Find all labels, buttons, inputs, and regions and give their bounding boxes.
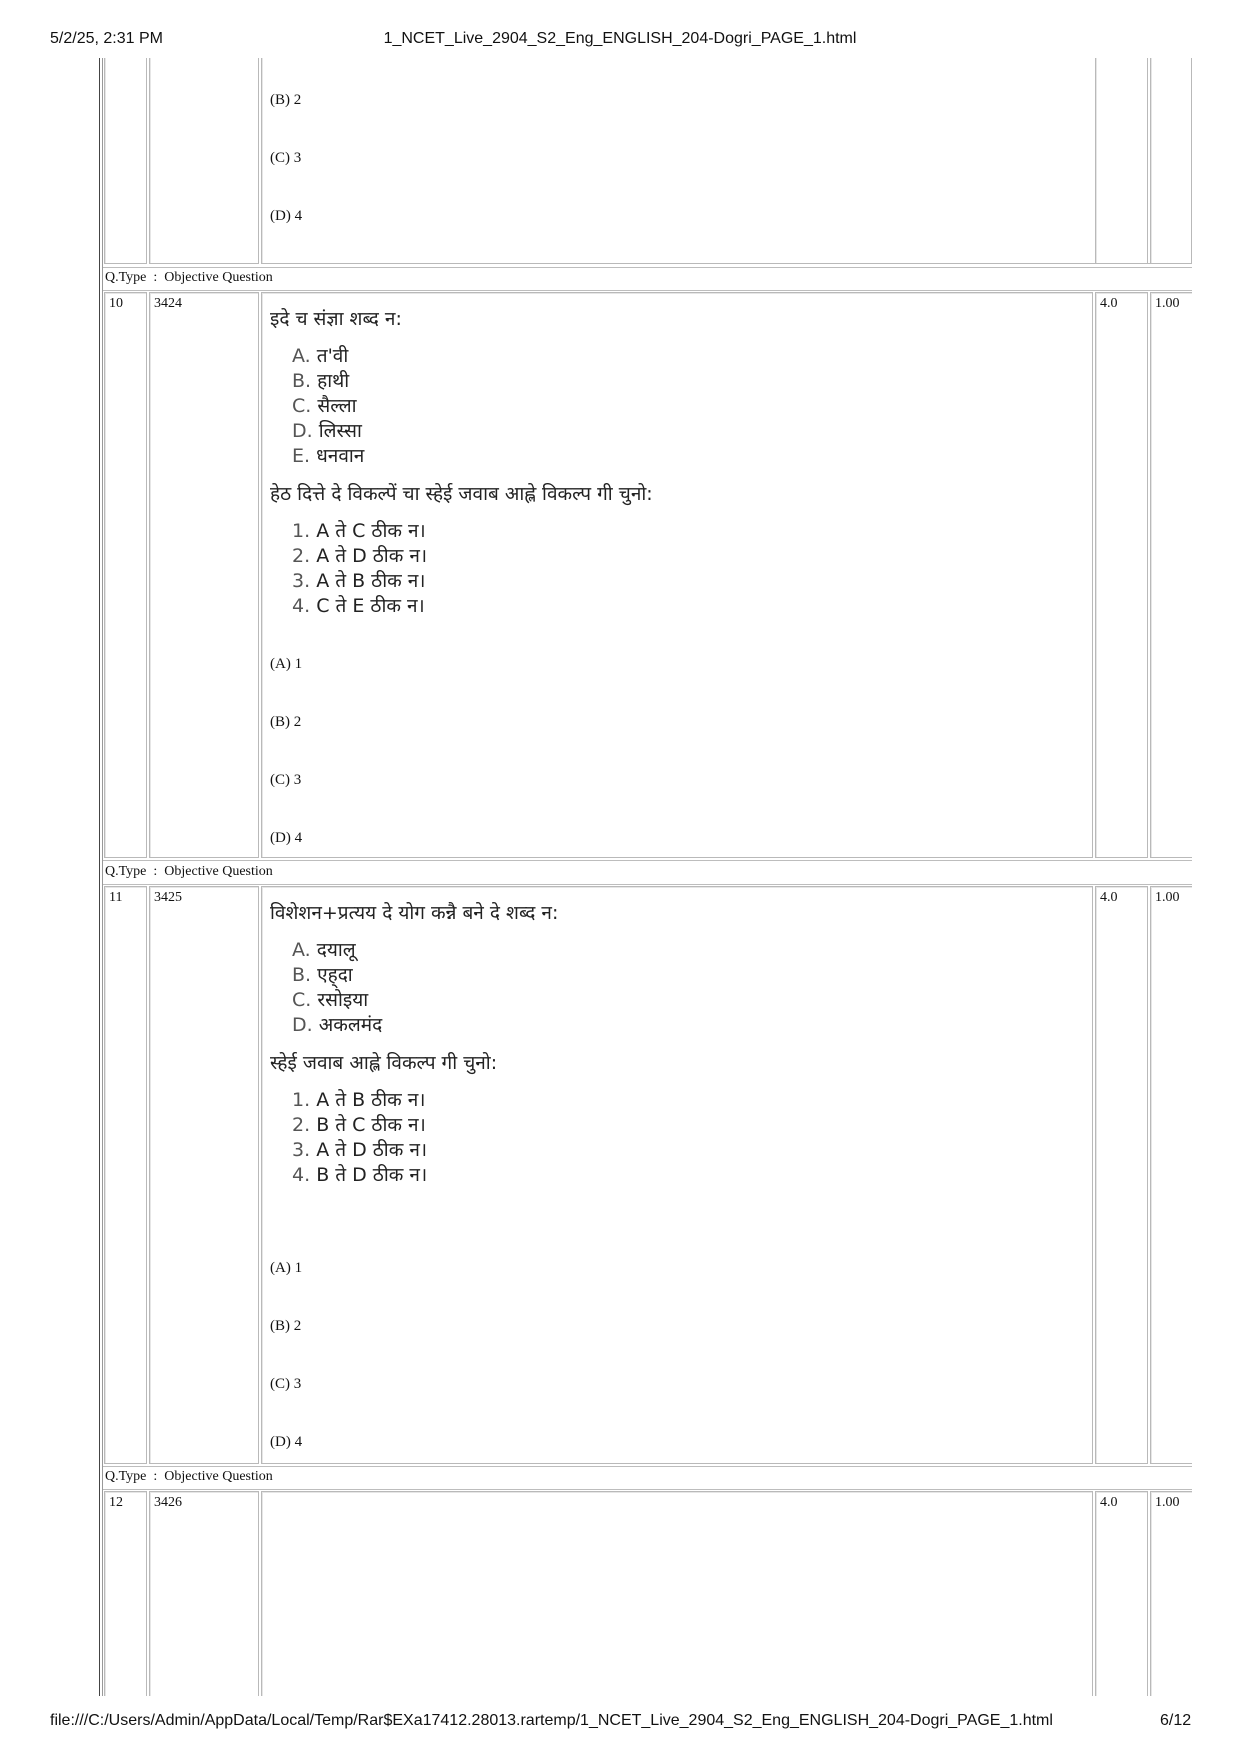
q9-option-c: (C) 3: [270, 150, 302, 166]
q11-serial: 11: [109, 890, 123, 905]
choice-text: A ते B ठीक न।: [316, 570, 426, 592]
q10-item-e: [292, 444, 1192, 469]
q12-id-cell: [149, 1491, 259, 1696]
q11-prompt: स्हेई जवाब आह्ले विकल्प गी चुनो:: [270, 1052, 498, 1074]
item-key: E.: [292, 445, 311, 467]
item-text: दयालू: [316, 939, 356, 961]
qtype-divider-top: [103, 1466, 1192, 1467]
q10-item-b: [292, 369, 1192, 394]
item-key: D.: [292, 1014, 313, 1036]
q10-option-c: (C) 3: [270, 772, 302, 788]
q11-marks: 4.0: [1100, 890, 1118, 905]
q12-marks-cell: [1095, 1491, 1148, 1696]
q10-choice-4: [292, 594, 1192, 619]
q11-choice-list: [292, 1088, 1192, 1188]
item-text: सैल्ला: [317, 395, 357, 417]
q12-serial-cell: [104, 1491, 147, 1696]
choice-key: 2.: [292, 545, 311, 567]
item-text: रसोइया: [317, 989, 369, 1011]
q10-option-b: (B) 2: [270, 714, 302, 730]
q10-choice-1: [292, 519, 1192, 544]
q11-choice-1: [292, 1088, 1192, 1113]
q9-option-d: (D) 4: [270, 208, 303, 224]
q12-qid: 3426: [154, 1495, 182, 1510]
print-doc-title: 1_NCET_Live_2904_S2_Eng_ENGLISH_204-Dogri_PAGE_1.html: [383, 30, 857, 47]
item-key: B.: [292, 370, 312, 392]
item-key: D.: [292, 420, 313, 442]
q12-serial: 12: [109, 1495, 123, 1510]
q11-item-a: [292, 938, 1192, 963]
item-text: हाथी: [317, 370, 350, 392]
q12-negative-cell: [1150, 1491, 1192, 1696]
print-file-path: file:///C:/Users/Admin/AppData/Local/Temp/Rar$EXa17412.28013.rartemp/1_NCET_Live_2904_S2_Eng_ENGLISH_204-Dogri_PAGE_1.html: [50, 1712, 1053, 1729]
choice-text: A ते D ठीक न।: [316, 545, 428, 567]
q11-choice-4: [292, 1163, 1192, 1188]
q10-option-a: (A) 1: [270, 656, 303, 672]
q9-content-cell: [261, 58, 1192, 264]
q12-content-cell: [261, 1491, 1093, 1696]
q10-marks: 4.0: [1100, 296, 1118, 311]
q11-choice-3: [292, 1138, 1192, 1163]
qtype-divider-bottom: [103, 1489, 1192, 1490]
choice-key: 4.: [292, 1164, 311, 1186]
q10-choice-list: [292, 519, 1192, 619]
q10-item-list: [292, 344, 1192, 469]
question-sheet: [99, 58, 1192, 1696]
q10-negative-marks: 1.00: [1155, 296, 1180, 311]
q11-item-d: [292, 1013, 1192, 1038]
choice-key: 3.: [292, 570, 311, 592]
item-text: लिस्सा: [318, 420, 362, 442]
choice-text: A ते B ठीक न।: [316, 1089, 426, 1111]
q11-item-list: [292, 938, 1192, 1038]
q10-stem: इदे च संज्ञा शब्द न:: [270, 308, 402, 330]
q10-id-cell: [149, 292, 259, 858]
q11-serial-cell: [104, 886, 147, 1464]
q11-option-c: (C) 3: [270, 1376, 302, 1392]
choice-key: 1.: [292, 1089, 311, 1111]
q10-item-c: [292, 394, 1192, 419]
q9-option-b: (B) 2: [270, 92, 302, 108]
q10-choice-3: [292, 569, 1192, 594]
q9-serial-cell: [104, 58, 147, 264]
item-key: B.: [292, 964, 312, 986]
choice-text: B ते C ठीक न।: [316, 1114, 426, 1136]
q10-qid: 3424: [154, 296, 182, 311]
q9-negative-cell: [1150, 58, 1192, 264]
q11-negative-marks: 1.00: [1155, 890, 1180, 905]
qtype-divider-bottom: [103, 290, 1192, 291]
q9-id-cell: [149, 58, 259, 264]
q10-option-d: (D) 4: [270, 830, 303, 846]
q11-question-body: [270, 892, 1192, 1188]
item-text: एह्‌दा: [317, 964, 353, 986]
item-key: C.: [292, 395, 312, 417]
item-text: धनवान: [316, 445, 365, 467]
q10-choice-2: [292, 544, 1192, 569]
q12-marks: 4.0: [1100, 1495, 1118, 1510]
qtype-label-q11: Q.Type : Objective Question: [105, 864, 273, 879]
qtype-divider-top: [103, 267, 1192, 268]
sheet-left-border-inner: [102, 58, 103, 1696]
item-key: C.: [292, 989, 312, 1011]
q10-item-a: [292, 344, 1192, 369]
item-text: त'वी: [316, 345, 349, 367]
qtype-label-q10: Q.Type : Objective Question: [105, 270, 273, 285]
q11-choice-2: [292, 1113, 1192, 1138]
q11-id-cell: [149, 886, 259, 1464]
choice-text: A ते D ठीक न।: [316, 1139, 428, 1161]
q11-item-b: [292, 963, 1192, 988]
q11-stem: विशेशन+प्रत्यय दे योग कन्नै बने दे शब्द न:: [270, 902, 559, 924]
q10-item-d: [292, 419, 1192, 444]
qtype-divider-top: [103, 860, 1192, 861]
q12-negative-marks: 1.00: [1155, 1495, 1180, 1510]
q11-option-d: (D) 4: [270, 1434, 303, 1450]
item-text: अकलमंद: [318, 1014, 383, 1036]
q11-option-a: (A) 1: [270, 1260, 303, 1276]
qtype-label-q12: Q.Type : Objective Question: [105, 1469, 273, 1484]
q10-serial-cell: [104, 292, 147, 858]
print-datetime: 5/2/25, 2:31 PM: [50, 30, 163, 47]
choice-text: B ते D ठीक न।: [316, 1164, 428, 1186]
sheet-left-border: [99, 58, 100, 1696]
q11-item-c: [292, 988, 1192, 1013]
q10-question-body: [270, 298, 1192, 619]
qtype-divider-bottom: [103, 884, 1192, 885]
choice-key: 1.: [292, 520, 311, 542]
choice-text: C ते E ठीक न।: [316, 595, 425, 617]
item-key: A.: [292, 345, 311, 367]
choice-key: 3.: [292, 1139, 311, 1161]
print-page-indicator: 6/12: [1160, 1712, 1192, 1729]
q10-prompt: हेठ दित्ते दे विकल्पें चा स्हेई जवाब आह्ले विकल्प गी चुनो:: [270, 483, 653, 505]
choice-key: 2.: [292, 1114, 311, 1136]
q10-serial: 10: [109, 296, 123, 311]
choice-text: A ते C ठीक न।: [316, 520, 426, 542]
choice-key: 4.: [292, 595, 311, 617]
q9-marks-cell: [1095, 58, 1148, 264]
q11-qid: 3425: [154, 890, 182, 905]
item-key: A.: [292, 939, 311, 961]
q11-option-b: (B) 2: [270, 1318, 302, 1334]
